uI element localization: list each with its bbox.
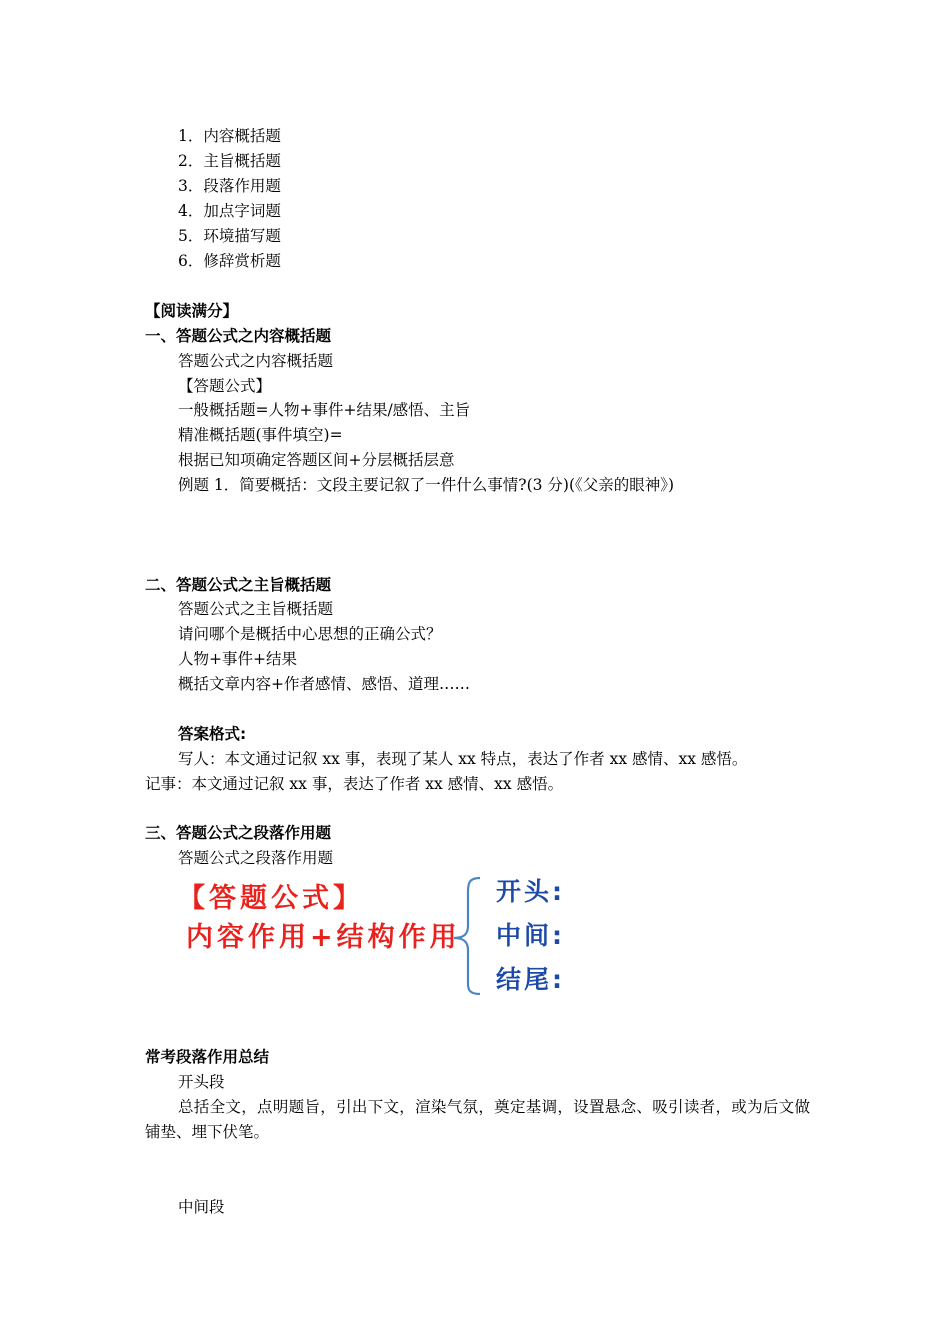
text-line: 概括文章内容+作者感情、感悟、道理…… <box>178 675 470 693</box>
formula-figure <box>178 870 598 1000</box>
answer-format-label: 答案格式: <box>178 725 247 743</box>
text-line: 答题公式之内容概括题 <box>178 352 334 370</box>
text-line: 精准概括题(事件填空)= <box>178 426 343 444</box>
brace-icon <box>448 876 488 996</box>
toc-item: 6．修辞赏析题 <box>178 252 281 270</box>
text-line: 一般概括题=人物+事件+结果/感悟、主旨 <box>178 401 471 419</box>
section-title-3: 三、答题公式之段落作用题 <box>145 824 332 842</box>
toc-item: 4．加点字词题 <box>178 202 281 220</box>
paragraph-open-text: 总括全文，点明题旨，引出下文，渲染气氛，奠定基调，设置悬念、吸引读者，或为后文做铺垫、埋下伏笔。 <box>145 1098 810 1141</box>
example-line: 例题 1．简要概括：文段主要记叙了一件什么事情?(3 分)(《父亲的眼神》) <box>178 476 675 494</box>
section-title-1: 一、答题公式之内容概括题 <box>145 327 332 345</box>
text-line: 答题公式之主旨概括题 <box>178 600 334 618</box>
figure-item-open: 开头: <box>496 877 565 906</box>
section-title-2: 二、答题公式之主旨概括题 <box>145 576 332 594</box>
paragraph-label-open: 开头段 <box>178 1073 225 1091</box>
toc-item: 3．段落作用题 <box>178 177 281 195</box>
text-line: 答题公式之段落作用题 <box>178 849 334 867</box>
figure-item-end: 结尾: <box>496 965 565 994</box>
toc-item: 2．主旨概括题 <box>178 152 281 170</box>
toc-item: 5．环境描写题 <box>178 227 281 245</box>
toc-item: 1．内容概括题 <box>178 127 281 145</box>
figure-title: 【答题公式】 <box>178 883 364 914</box>
section-header: 【阅读满分】 <box>145 302 239 320</box>
answer-format-event: 记事：本文通过记叙 xx 事，表达了作者 xx 感情、xx 感悟。 <box>145 775 564 793</box>
text-line: 人物+事件+结果 <box>178 650 297 668</box>
section-title-4: 常考段落作用总结 <box>145 1048 270 1066</box>
text-line: 请问哪个是概括中心思想的正确公式？ <box>178 625 442 643</box>
figure-item-middle: 中间: <box>496 921 565 950</box>
paragraph-label-middle: 中间段 <box>178 1198 225 1216</box>
text-line: 【答题公式】 <box>178 377 272 395</box>
figure-formula: 内容作用+结构作用 <box>186 922 461 953</box>
text-line: 根据已知项确定答题区间+分层概括层意 <box>178 451 455 469</box>
answer-format-person: 写人：本文通过记叙 xx 事，表现了某人 xx 特点，表达了作者 xx 感情、xx 感悟。 <box>178 750 748 768</box>
